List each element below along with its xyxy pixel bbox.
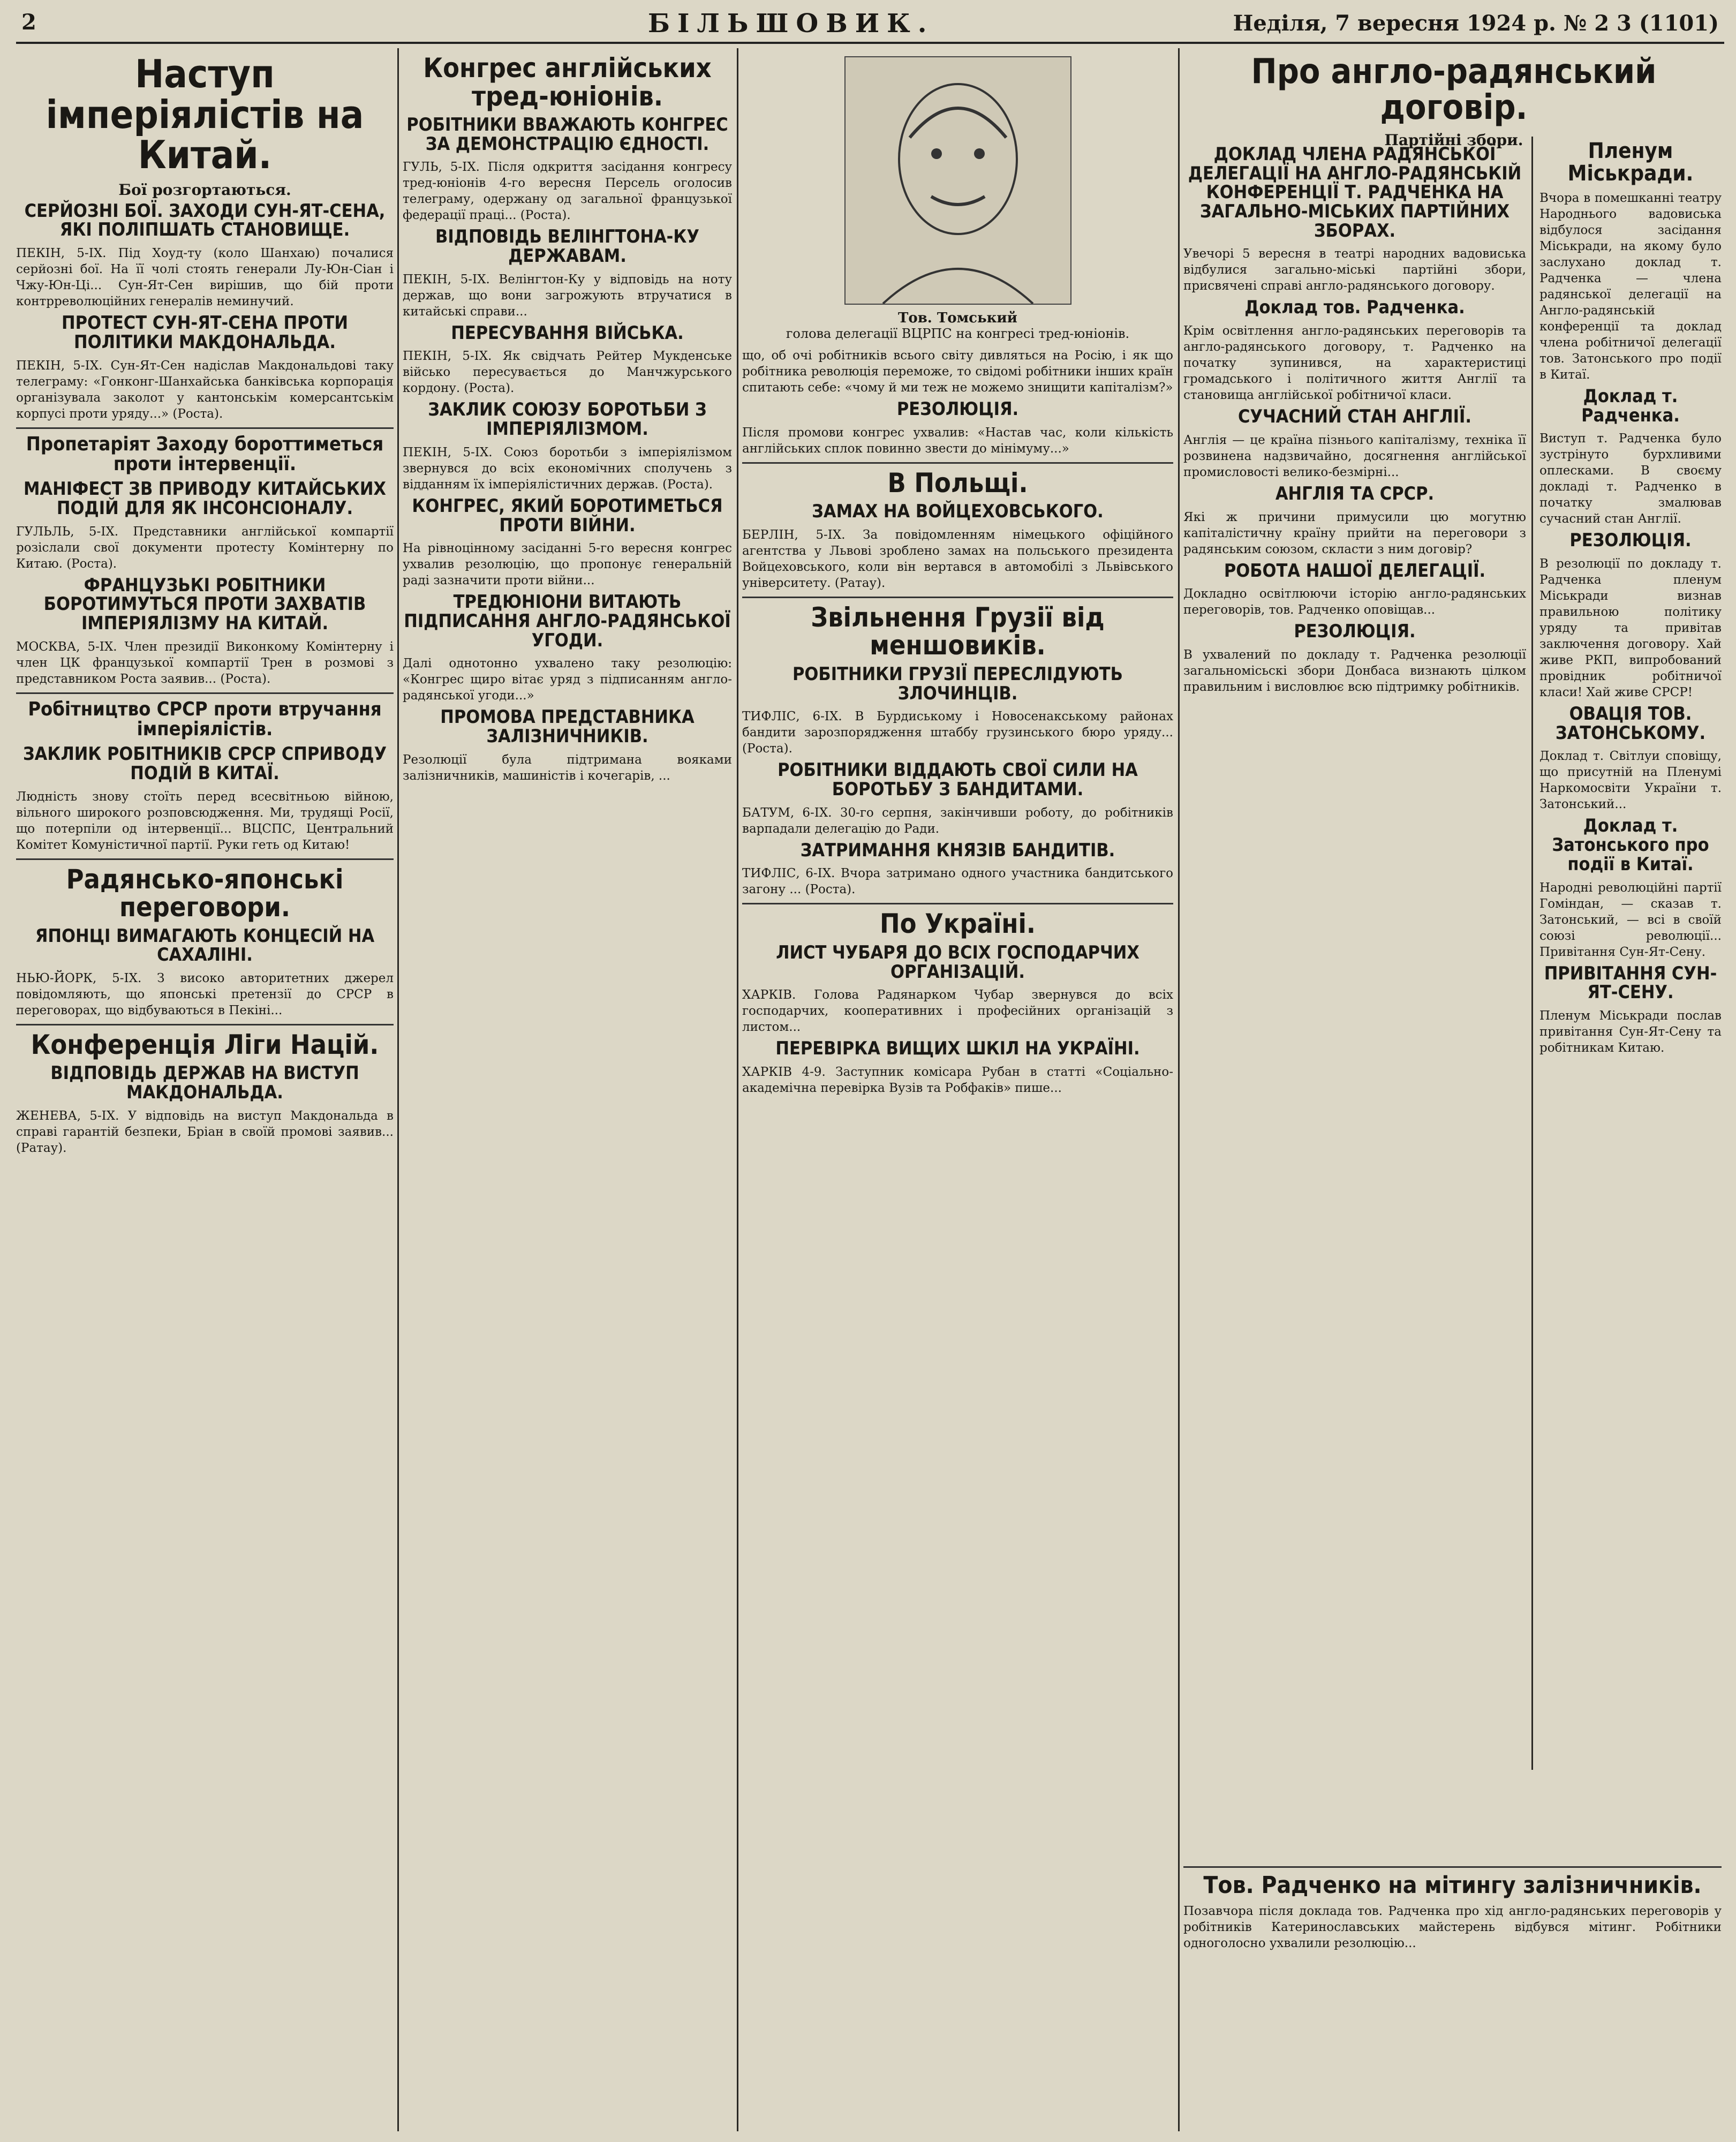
article-text: НЬЮ-ЙОРК, 5-IX. З високо авторитетних джерел повідомляють, що японські претензії до СРСР в переговорах, що відбуваються в Пекіні...	[16, 971, 394, 1017]
article-title: РЕЗОЛЮЦІЯ.	[1294, 621, 1416, 643]
article-title: ПЕРЕВІРКА ВИЩИХ ШКІЛ НА УКРАЇНІ.	[775, 1038, 1140, 1060]
headline-anglo-soviet: Про англо-радянський договір.	[1251, 52, 1657, 128]
column-3	[742, 51, 1173, 2134]
divider	[16, 427, 394, 429]
section-heading: Пропетаріят Заходу бороттиметься проти інтервенції.	[26, 433, 384, 476]
divider	[1183, 1866, 1722, 1868]
article-text: ПЕКІН, 5-IX. Союз боротьби з імперіялізмом звернувся до всіх економічних сполучень з відданням їх імперіялістичних держав. (Роста).	[403, 445, 732, 492]
article-title: ОВАЦІЯ ТОВ. ЗАТОНСЬКОМУ.	[1555, 703, 1706, 744]
portrait-caption: Тов. Томський	[898, 310, 1017, 326]
article-text: Доклад т. Світлуи сповіщу, що присутній на Пленумі Наркомосвіти України т. Затонський...	[1539, 749, 1722, 812]
column-4	[1183, 142, 1526, 699]
article-title: ПРОМОВА ПРЕДСТАВНИКА ЗАЛІЗНИЧНИКІВ.	[440, 706, 695, 747]
portrait-icon	[846, 57, 1070, 304]
article-text: МОСКВА, 5-IX. Член президії Виконкому Комінтерну і член ЦК французької компартії Трен в розмові з представником Роста заявив... (Роста).	[16, 639, 394, 686]
article-title: ЯПОНЦІ ВИМАГАЮТЬ КОНЦЕСІЙ НА САХАЛІНІ.	[35, 925, 375, 966]
portrait-illustration	[844, 56, 1071, 305]
article-title: ЗАКЛИК СОЮЗУ БОРОТЬБИ З ІМПЕРІЯЛІЗМОМ.	[428, 399, 707, 440]
article-title: КОНГРЕС, ЯКИЙ БОРОТИМЕТЬСЯ ПРОТИ ВІЙНИ.	[412, 495, 723, 536]
article-text: що, об очі робітників всього світу дивляться на Росію, і як що робітника революція переможе, то свідомі робітники інших країн спитають себе: «чому й ми теж не можемо знищити капіталізм?»	[742, 349, 1173, 395]
article-title: ПЕРЕСУВАННЯ ВІЙСЬКА.	[451, 322, 684, 344]
headline-city-council: Пленум Міськради.	[1567, 139, 1694, 186]
column-5	[1539, 137, 1722, 1060]
column-divider	[1531, 137, 1533, 1770]
article-text: Англія — це країна пізнього капіталізму, техніка її розвинена надзвичайно, досягнення англійської промисловості велико-безмірні...	[1183, 433, 1526, 479]
headline-trade-unions: Конгрес англійських тред-юніонів.	[423, 52, 712, 112]
article-text: БАТУМ, 6-IX. 30-го серпня, закінчивши роботу, до робітників варпадали делегацію до Ради.	[742, 805, 1173, 836]
article-text: Людність знову стоїть перед всесвітньою війною, вільного широкого розповсюдження. Ми, трудящі Росії, що потерпіли од інтервенції... ВЦСПС, Центральний Комітет Комуністичної партії. Руки геть од Китаю!	[16, 789, 394, 852]
article-text: Пленум Міськради послав привітання Сун-Ят-Сену та робітникам Китаю.	[1539, 1008, 1722, 1055]
headline-railway-meeting: Тов. Радченко на мітингу залізничників.	[1203, 1872, 1702, 1899]
article-text: ЖЕНЕВА, 5-IX. У відповідь на виступ Макдональда в справі гарантій безпеки, Бріан в своїй промові заявив... (Ратау).	[16, 1108, 394, 1155]
article-text: На рівноцінному засіданні 5-го вересня конгрес ухвалив резолюцію, що пропонує генеральній раді зазначити проти війни...	[403, 541, 732, 588]
article-title: ЗАМАХ НА ВОЙЦЕХОВСЬКОГО.	[812, 501, 1104, 523]
subhead: Бої розгортаються.	[118, 180, 291, 199]
divider	[742, 903, 1173, 904]
subhead: Партійні збори.	[1384, 131, 1523, 149]
article-text: Народні революційні партії Гоміндан, — сказав т. Затонський, — всі в своїй союзі революції... Привітання Сун-Ят-Сену.	[1539, 880, 1722, 959]
article-text: Виступ т. Радченка було зустрінуто бурхливими оплесками. В своєму докладі т. Радченко в початку змалював сучасний стан Англії.	[1539, 432, 1722, 526]
column-divider	[397, 48, 399, 2131]
column-divider	[1178, 48, 1180, 2131]
article-title: РЕЗОЛЮЦІЯ.	[896, 398, 1019, 420]
article-title: ВІДПОВІДЬ ВЕЛІНГТОНА-КУ ДЕРЖАВАМ.	[435, 226, 699, 267]
portrait-subcaption: голова делегації ВЦРПС на конгресі тред-юніонів.	[786, 326, 1130, 341]
masthead	[16, 4, 1724, 44]
column-2	[403, 51, 732, 2134]
article-title: РОБОТА НАШОЇ ДЕЛЕГАЦІЇ.	[1224, 560, 1486, 582]
headline-league: Конференція Ліги Націй.	[31, 1029, 379, 1060]
article-title: СЕРЙОЗНІ БОЇ. ЗАХОДИ СУН-ЯТ-СЕНА, ЯКІ ПОЛІПШАТЬ СТАНОВИЩЕ.	[24, 200, 386, 241]
divider	[16, 1024, 394, 1025]
article-text: ХАРКІВ 4-9. Заступник комісара Рубан в статті «Соціально-академічна перевірка Вузів та Робфаків» пише...	[742, 1065, 1173, 1095]
page-number: 2	[21, 10, 36, 35]
article-text: ПЕКІН, 5-IX. Сун-Ят-Сен надіслав Макдональдові таку телеграму: «Гонконг-Шанхайська банківська корпорація організувала заколот у кантонськім комерсантськім корпусі проти уряду...» (Роста).	[16, 358, 394, 421]
article-title: РОБІТНИКИ ВІДДАЮТЬ СВОЇ СИЛИ НА БОРОТЬБУ З БАНДИТАМИ.	[778, 759, 1138, 800]
article-title: ВІДПОВІДЬ ДЕРЖАВ НА ВИСТУП МАКДОНАЛЬДА.	[50, 1062, 359, 1104]
column-divider	[737, 48, 738, 2131]
headline-georgia: Звільнення Грузії від меншовиків.	[811, 601, 1105, 661]
section-heading: Робітництво СРСР проти втручання імперіялістів.	[28, 698, 382, 741]
column-4-5-wrapper	[1183, 51, 1724, 2134]
article-text: Увечорі 5 вересня в театрі народних вадовиська відбулися загально-міські партійні збори, присвячені справі англо-радянського договору.	[1183, 247, 1526, 293]
column-1	[16, 51, 394, 2134]
newspaper-title: БІЛЬШОВИК.	[648, 9, 934, 39]
article-title: РЕЗОЛЮЦІЯ.	[1569, 530, 1692, 552]
article-text: БЕРЛІН, 5-IX. За повідомленням німецького офіційного агентства у Львові зроблено замах на польського президента Войцеховського, коли він вертався в автомобілі з Львівського університету. (Ратау).	[742, 527, 1173, 590]
article-text: Далі однотонно ухвалено таку резолюцію: «Конгрес щиро вітає уряд з підписанням англо-радянської угоди...»	[403, 657, 732, 703]
issue-date: Неділя, 7 вересня 1924 р. № 2 3 (1101)	[1233, 11, 1719, 36]
bottom-article	[1183, 1861, 1722, 1956]
article-title: СУЧАСНИЙ СТАН АНГЛІЇ.	[1237, 406, 1472, 428]
article-text: ПЕКІН, 5-IX. Під Хоуд-ту (коло Шанхаю) почалися серйозні бої. На її чолі стоять генерали Лу-Юн-Сіан і Чжу-Юн-Ці... Сун-Ят-Сен вирішив, що бій проти контрреволюційних генералів неминучий.	[16, 246, 394, 309]
divider	[16, 692, 394, 694]
article-text: ПЕКІН, 5-IX. Як свідчать Рейтер Мукденське військо пересувається до Манчжурського кордону. (Роста).	[403, 349, 732, 396]
article-text: ТИФЛІС, 6-IX. Вчора затримано одного участника бандитського загону ... (Роста).	[742, 866, 1173, 897]
article-text: В ухвалений по докладу т. Радченка резолюції загальномісьскі збори Донбаса визнають цілком правильним і висловлює всю підтримку робітників.	[1183, 647, 1526, 694]
headline-ukraine: По Україні.	[880, 908, 1036, 940]
article-text: Позавчора після доклада тов. Радченка про хід англо-радянських переговорів у робітників Катеринославських майстерень відбувся мітинг. Робітники одноголосно ухвалили резолюцію...	[1183, 1904, 1722, 1951]
article-title: Доклад тов. Радченка.	[1244, 297, 1465, 319]
article-title: Доклад т. Затонського про події в Китаї.	[1552, 815, 1709, 875]
article-title: ПРИВІТАННЯ СУН-ЯТ-СЕНУ.	[1544, 962, 1717, 1004]
article-text: ГУЛЬ, 5-IX. Після одкриття засідання конгресу тред-юніонів 4-го вересня Персель оголосив телеграму, одержану од загальної французької федерації праці... (Роста).	[403, 160, 732, 223]
article-text: Вчора в помешканні театру Народнього вадовиська відбулося засідання Міськради, на якому було заслухано доклад т. Радченка — члена радянської делегації на Англо-радянській конференції та доклад члена робітничої делегації тов. Затонського про події в Китаї.	[1539, 191, 1722, 382]
article-title: ЛИСТ ЧУБАРЯ ДО ВСІХ ГОСПОДАРЧИХ ОРГАНІЗАЦІЙ.	[776, 941, 1139, 983]
article-text: В резолюції по докладу т. Радченка пленум Міськради визнав правильною політику уряду та привітав заключення договору. Хай живе РКП, випробований провідник робітничої класи! Хай живе СРСР!	[1539, 557, 1722, 700]
article-title: ЗАТРИМАННЯ КНЯЗІВ БАНДИТІВ.	[800, 839, 1115, 861]
article-text: Докладно освітлюючи історію англо-радянських переговорів, тов. Радченко оповіщав...	[1183, 587, 1526, 617]
article-title: МАНІФЕСТ ЗВ ПРИВОДУ КИТАЙСЬКИХ ПОДІЙ ДЛЯ ЯК ІНСОНСІОНАЛУ.	[23, 478, 387, 519]
divider	[742, 462, 1173, 464]
divider	[16, 858, 394, 860]
article-title: Доклад т. Радченка.	[1581, 386, 1680, 426]
article-title: РОБІТНИКИ ГРУЗІЇ ПЕРЕСЛІДУЮТЬ ЗЛОЧИНЦІВ.	[792, 663, 1123, 704]
article-title: ФРАНЦУЗЬКІ РОБІТНИКИ БОРОТИМУТЬСЯ ПРОТИ ЗАХВАТІВ ІМПЕРІЯЛІЗМУ НА КИТАЙ.	[43, 574, 366, 634]
article-title: ДОКЛАД ЧЛЕНА РАДЯНСЬКОЇ ДЕЛЕГАЦІЇ НА АНГЛО-РАДЯНСЬКІЙ КОНФЕРЕНЦІЇ Т. РАДЧЕНКА НА ЗАГАЛЬНО-МІСЬКИХ ПАРТІЙНИХ ЗБОРАХ.	[1188, 144, 1522, 242]
headline-china: Наступ імперіялістів на Китай.	[46, 51, 364, 178]
article-title: АНГЛІЯ ТА СРСР.	[1275, 482, 1435, 504]
article-title: ЗАКЛИК РОБІТНИКІВ СРСР СПРИВОДУ ПОДІЙ В КИТАЇ.	[22, 743, 387, 784]
article-text: Після промови конгрес ухвалив: «Настав час, коли кількість англійських сплок повинно звести до мінімуму...»	[742, 425, 1173, 456]
article-text: Крім освітлення англо-радянських переговорів та англо-радянського договору, т. Радченко на початку зупинився, на характеристиці громадського і політичного життя Англії та становища англійської робітничої класи.	[1183, 324, 1526, 403]
article-text: ПЕКІН, 5-IX. Велінгтон-Ку у відповідь на ноту держав, що вони загрожують втручатися в китайські справи...	[403, 272, 732, 319]
article-title: РОБІТНИКИ ВВАЖАЮТЬ КОНГРЕС ЗА ДЕМОНСТРАЦІЮ ЄДНОСТІ.	[406, 114, 728, 155]
article-text: Резолюції була підтримана вояками залізничників, машиністів і кочегарів, ...	[403, 752, 732, 783]
article-text: Які ж причини примусили цю могутню капіталістичну країну прийти на переговори з радянським союзом, скласти з ним договір?	[1183, 510, 1526, 556]
headline-poland: В Польщі.	[887, 467, 1028, 499]
article-text: ГУЛЬЛЬ, 5-IX. Представники англійської компартії розіслали свої документи протесту Комінтерну по Китаю. (Роста).	[16, 524, 394, 571]
article-title: ТРЕДЮНІОНИ ВИТАЮТЬ ПІДПИСАННЯ АНГЛО-РАДЯНСЬКОЇ УГОДИ.	[404, 591, 731, 651]
article-text: ТИФЛІС, 6-IX. В Бурдиському і Новосенакському районах бандити зарозпорядження штаббу грузинського бюро уряду... (Роста).	[742, 710, 1173, 756]
article-title: ПРОТЕСТ СУН-ЯТ-СЕНА ПРОТИ ПОЛІТИКИ МАКДОНАЛЬДА.	[62, 312, 348, 353]
divider	[742, 597, 1173, 598]
article-text: ХАРКІВ. Голова Радянарком Чубар звернувся до всіх господарчих, кооперативних і професійних організацій з листом...	[742, 988, 1173, 1035]
headline-japan: Радянсько-японські переговори.	[66, 863, 344, 923]
